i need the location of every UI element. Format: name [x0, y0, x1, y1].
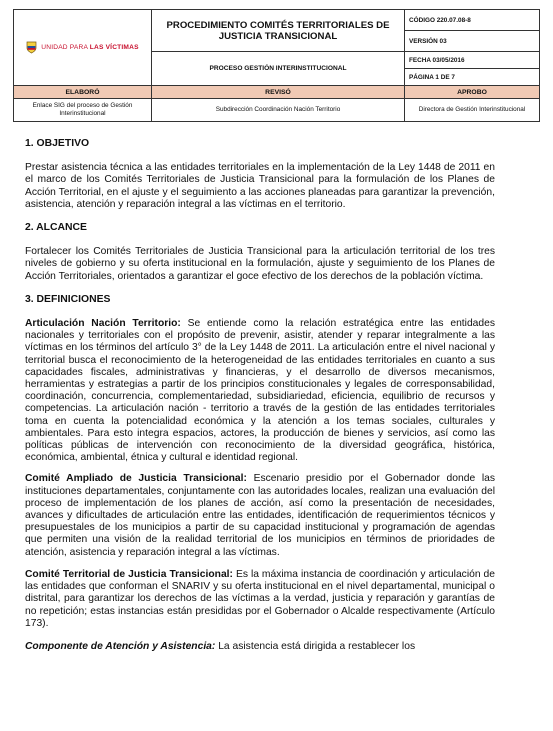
section-alcance-title: 2. ALCANCE — [25, 222, 87, 234]
document-title: PROCEDIMIENTO COMITÉS TERRITORIALES DE JUSTICIA TRANSICIONAL — [152, 10, 405, 52]
logo-cell — [14, 10, 152, 86]
page-number: PÁGINA 1 DE 7 — [405, 69, 540, 86]
document-date: FECHA 03/05/2016 — [405, 52, 540, 69]
definition-componente-atencion — [25, 641, 495, 653]
definition-text: Se entiende como la relación estratégica entre las entidades nacionales y territoriales con el propósito de prevenir, asistir, atender y reparar integralmente a las víctimas en los términos del artículo 3° de la Ley 1448 de 2011. La articulación entre el nivel nacional y territorial busca el reconocimiento de la heterogeneidad de las entidades territoriales en cuanto a sus capacidades fiscales, administrativas y financieras, y el desarrollo de diversos mecanismos, herramientas y estrategias a partir de los principios constitucionales y legales de corresponsabilidad, coordinación, concurrencia, complementariedad, subsidiariedad, eficiencia, equilibrio de recursos y competencias. La articulación nación - territorio a través de la gestión de las entidades territoriales toma en cuenta la potencialidad económica y la atención a los temas sociales, culturales y ambientales. Para esto integra espacios, actores, la producción de bienes y servicios, así como las políticas públicas de intervención con reconocimiento de la diversidad geográfica, histórica, económica, ambiental, étnica y cultural e identidad regional. — [25, 318, 495, 464]
unidad-victimas-logo — [14, 41, 151, 54]
reviso-label: REVISÓ — [152, 86, 405, 99]
definition-text: La asistencia está dirigida a restablecer los — [215, 640, 416, 652]
aprobo-label: APROBO — [405, 86, 540, 99]
definition-text: Es la máxima instancia de coordinación y articulación de las entidades que conforman el SNARIV y su oferta institucional en el nivel departamental, municipal o distrital, para garantizar los derechos de las víctimas a la verdad, justicia y reparación y garantías de no repetición; estas instancias están presididas por el Gobernador o Alcalde respectivamente (Artículo 173). — [25, 568, 495, 629]
definition-comite-ampliado — [25, 473, 495, 558]
definition-term: Comité Ampliado de Justicia Transicional: — [25, 473, 247, 485]
logo-text-unidad: UNIDAD PARA — [41, 44, 90, 51]
document-body — [25, 136, 495, 653]
document-version: VERSIÓN 03 — [405, 31, 540, 52]
definition-articulacion — [25, 318, 495, 464]
elaboro-label: ELABORÓ — [14, 86, 152, 99]
aprobo-value: Directora de Gestión Interinstitucional — [405, 99, 540, 122]
definition-term: Comité Territorial de Justicia Transicional: — [25, 568, 233, 580]
logo-text-victimas: LAS VÍCTIMAS — [89, 44, 139, 51]
elaboro-value: Enlace SIG del proceso de Gestión Interinstitucional — [14, 99, 152, 122]
section-objetivo-title: 1. OBJETIVO — [25, 138, 90, 149]
process-name: PROCESO GESTIÓN INTERINSTITUCIONAL — [152, 52, 405, 86]
document-header — [13, 9, 540, 122]
section-objetivo-text: Prestar asistencia técnica a las entidades territoriales en la implementación de la Ley 1448 de 2011 en el marco de los Comités Territoriales de Justicia Transicional para la formulación de los Planes de Acción Territorial, en el ajuste y el seguimiento a las acciones planeadas para garantizar la prevención, asistencia, atención y reparación integral a las víctimas en el territorio. — [25, 162, 495, 210]
section-definiciones-title: 3. DEFINICIONES — [25, 293, 111, 305]
section-alcance-text: Fortalecer los Comités Territoriales de Justicia Transicional para la articulación territorial de los tres niveles de gobierno y su oferta institucional en la formulación, ajuste y seguimiento de los Planes de Acción Territoriales, orientados a garantizar el goce efectivo de los derechos de la población víctima. — [25, 246, 495, 282]
reviso-value: Subdirección Coordinación Nación Territorio — [152, 99, 405, 122]
definition-term: Componente de Atención y Asistencia: — [25, 640, 216, 652]
document-code: CÓDIGO 220.07.08-8 — [405, 10, 540, 31]
definition-comite-territorial — [25, 569, 495, 630]
definition-text: Escenario presidio por el Gobernador donde las instituciones departamentales, conjuntamente con las autoridades locales, realizan una evaluación del proceso de implementación de los planes de acción, así como la presentación de necesidades, avances y dificultades de articulación entre las entidades, identificación de requerimientos técnicos y presupuestales de los municipios a partir de su capacidad institucional y programación de agendas que permiten una visión de la realidad territorial de los municipios en términos de prioridades de atención, asistencia y reparación integral a las víctimas. — [25, 473, 495, 558]
definition-term: Articulación Nación Territorio: — [25, 318, 181, 330]
colombia-shield-icon — [26, 41, 37, 54]
